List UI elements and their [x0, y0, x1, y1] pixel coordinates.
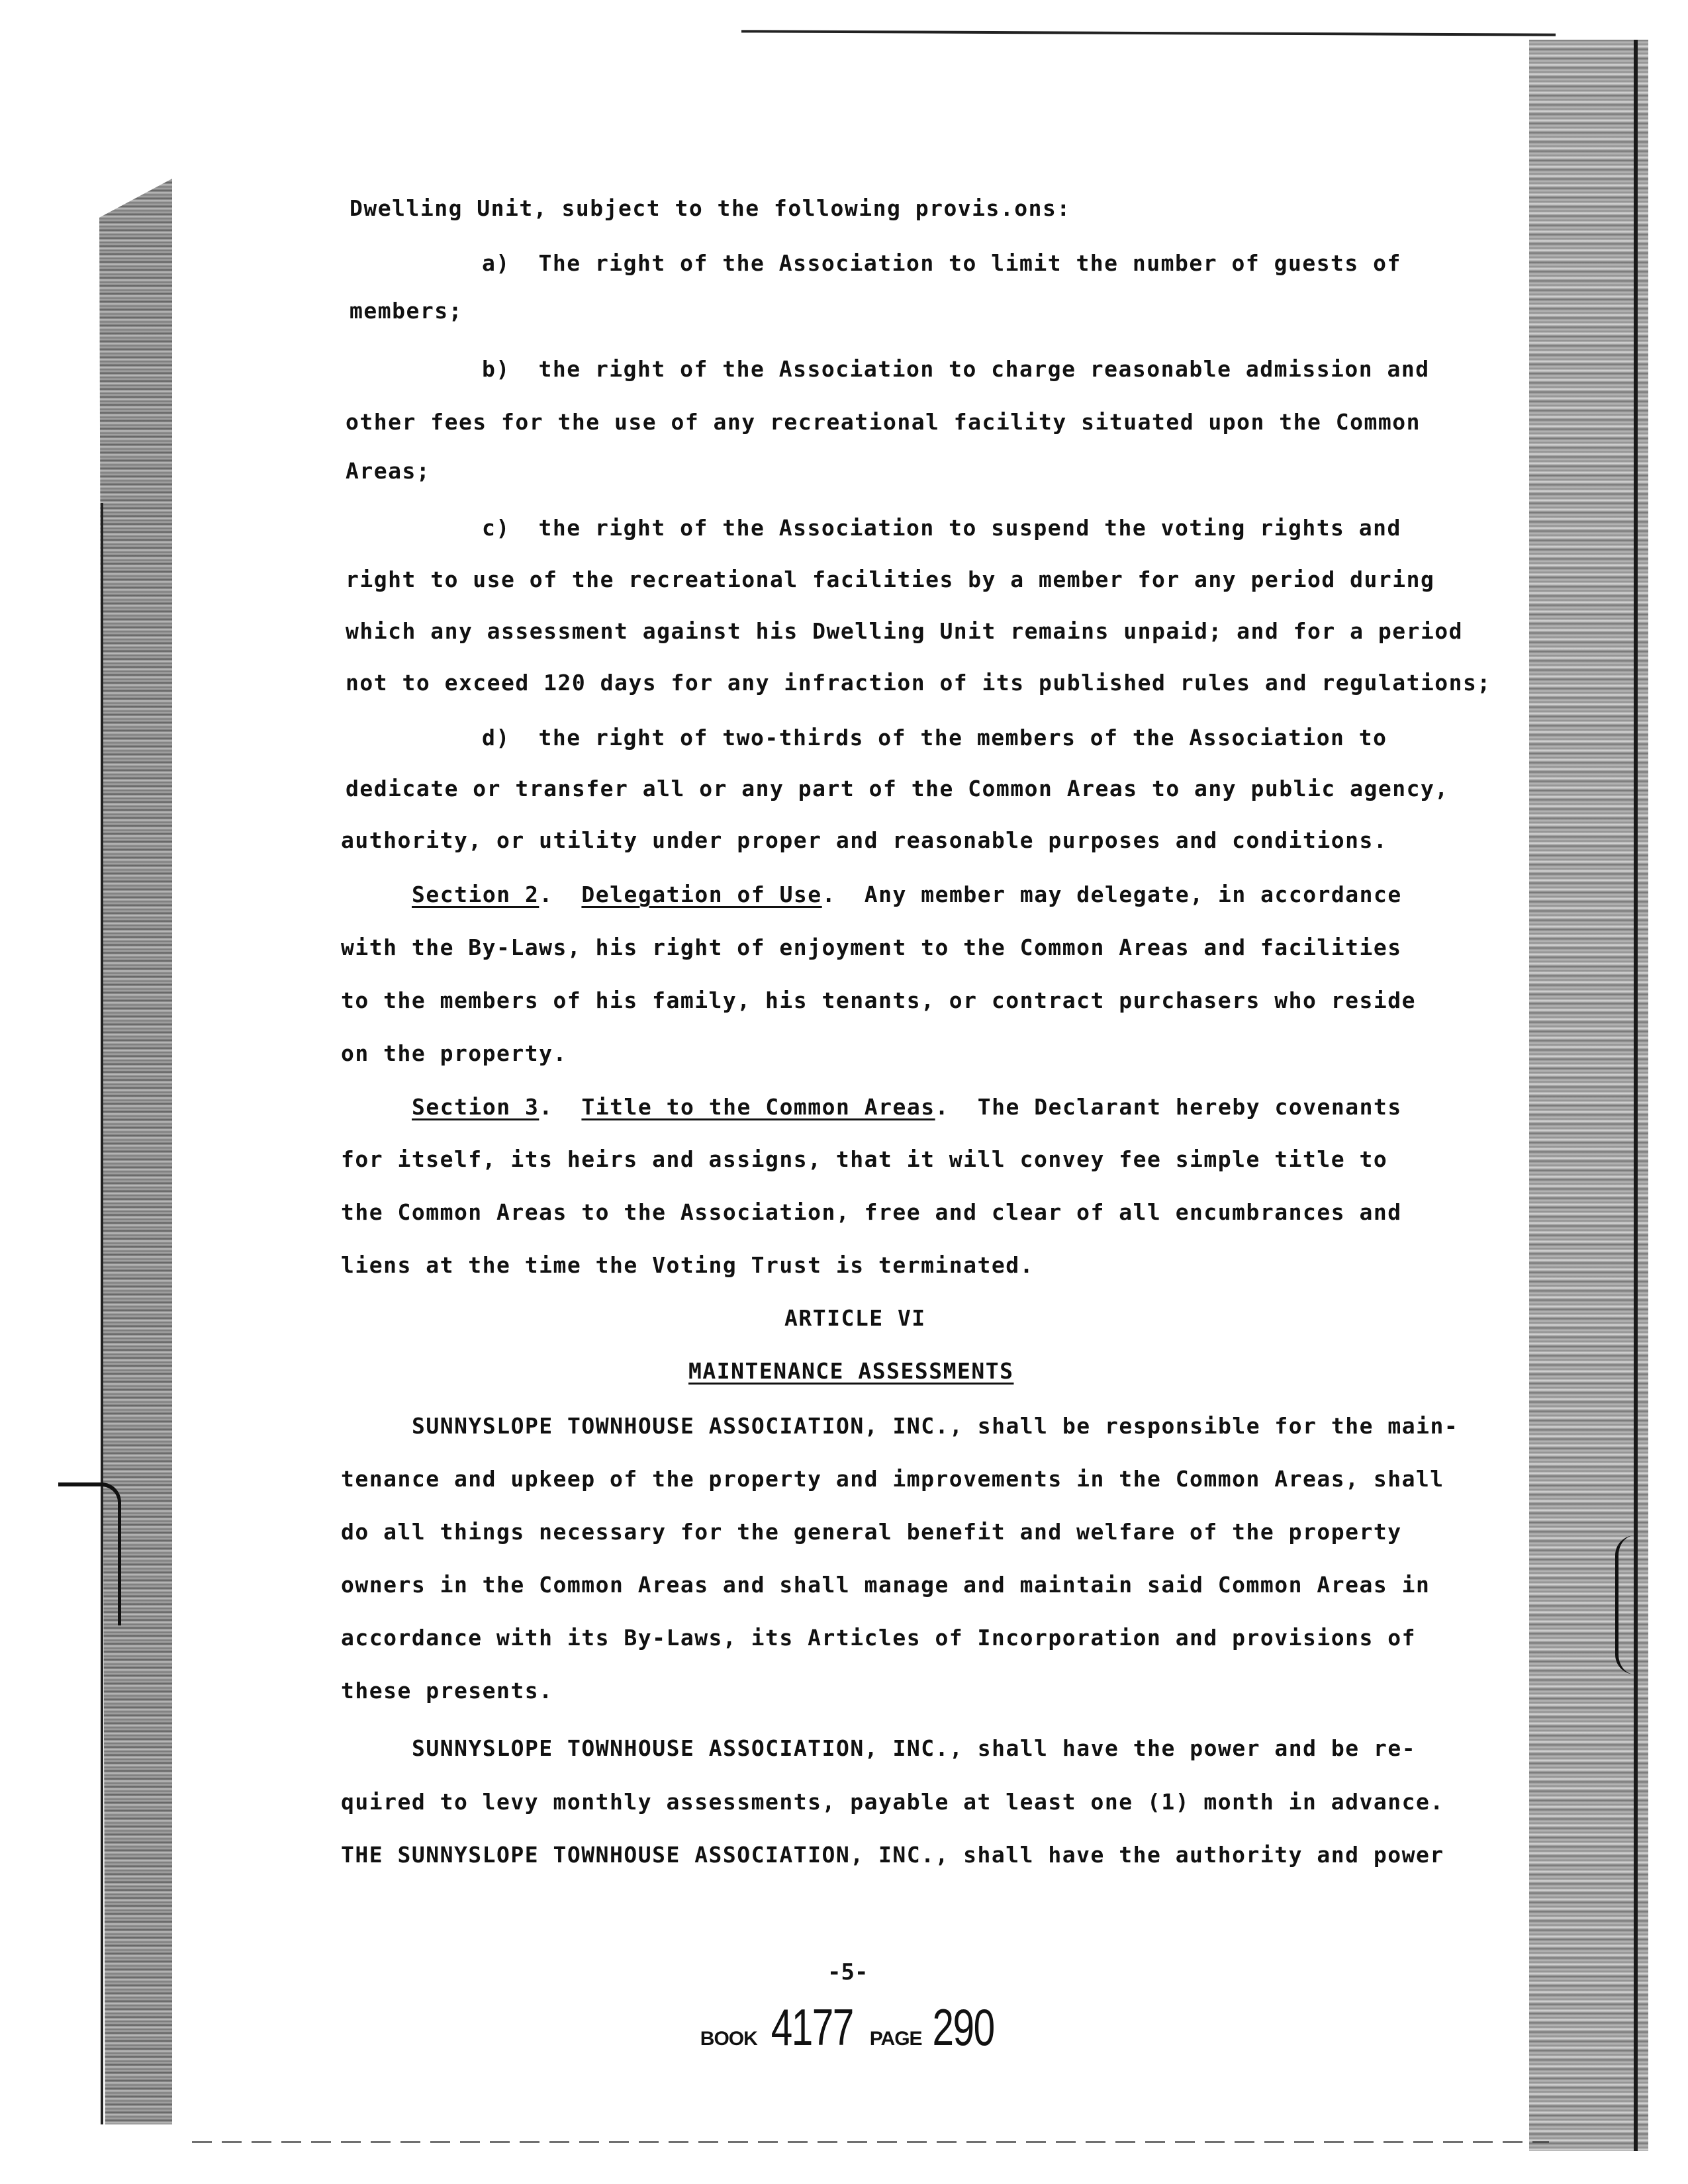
clause-d: d) the right of two-thirds of the members of the Association to: [482, 725, 1387, 751]
body-line: which any assessment against his Dwelling Unit remains unpaid; and for a period: [346, 618, 1464, 644]
page-label: PAGE: [869, 2028, 922, 2050]
body-line: with the By-Laws, his right of enjoyment to the Common Areas and facilities: [341, 934, 1402, 960]
article-number: ARTICLE VI: [784, 1305, 926, 1331]
body-line: SUNNYSLOPE TOWNHOUSE ASSOCIATION, INC., shall have the power and be re-: [412, 1735, 1417, 1761]
body-line: quired to levy monthly assessments, payable at least one (1) month in advance.: [341, 1789, 1444, 1815]
book-page-number: 290: [932, 1998, 994, 2056]
body-line: owners in the Common Areas and shall manage and maintain said Common Areas in: [341, 1572, 1430, 1598]
body-line: not to exceed 120 days for any infraction of its published rules and regulations;: [346, 670, 1491, 696]
body-line: THE SUNNYSLOPE TOWNHOUSE ASSOCIATION, INC., shall have the authority and power: [341, 1842, 1444, 1868]
book-page-stamp: [688, 1985, 1004, 2056]
book-number: 4177: [771, 1998, 853, 2056]
body-line: to the members of his family, his tenants, or contract purchasers who reside: [341, 987, 1416, 1013]
body-line: for itself, its heirs and assigns, that it will convey fee simple title to: [341, 1146, 1388, 1172]
body-line: on the property.: [341, 1040, 567, 1066]
body-line: do all things necessary for the general benefit and welfare of the property: [341, 1519, 1402, 1545]
section-3-title: Title to the Common Areas: [581, 1094, 935, 1120]
body-line: these presents.: [341, 1678, 553, 1704]
body-line: The Declarant hereby covenants: [977, 1094, 1402, 1120]
body-line: members;: [350, 298, 463, 324]
section-2-paragraph: Section 2. Delegation of Use. Any member may delegate, in accordance: [412, 882, 1402, 907]
body-line: Any member may delegate, in accordance: [864, 882, 1402, 907]
clause-c: c) the right of the Association to suspend the voting rights and: [482, 515, 1401, 541]
section-3-heading: Section 3: [412, 1094, 539, 1120]
body-line: SUNNYSLOPE TOWNHOUSE ASSOCIATION, INC., shall be responsible for the main-: [412, 1413, 1459, 1439]
body-line: authority, or utility under proper and reasonable purposes and conditions.: [341, 827, 1388, 853]
book-label: BOOK: [700, 2028, 757, 2050]
body-line: Dwelling Unit, subject to the following provis.ons:: [350, 195, 1071, 221]
body-line: other fees for the use of any recreational facility situated upon the Common: [346, 409, 1421, 435]
clause-b: b) the right of the Association to charge reasonable admission and: [482, 356, 1430, 382]
section-2-title: Delegation of Use: [581, 882, 822, 907]
body-line: tenance and upkeep of the property and improvements in the Common Areas, shall: [341, 1466, 1444, 1492]
article-title: MAINTENANCE ASSESSMENTS: [688, 1358, 1014, 1384]
body-line: right to use of the recreational facilities by a member for any period during: [346, 567, 1435, 592]
section-3-paragraph: Section 3. Title to the Common Areas. The Declarant hereby covenants: [412, 1094, 1402, 1120]
body-line: dedicate or transfer all or any part of the Common Areas to any public agency,: [346, 776, 1449, 801]
page-number: -5-: [827, 1959, 868, 1985]
body-line: Areas;: [346, 458, 431, 484]
section-2-heading: Section 2: [412, 882, 539, 907]
body-line: liens at the time the Voting Trust is terminated.: [341, 1252, 1035, 1278]
body-line: accordance with its By-Laws, its Articles of Incorporation and provisions of: [341, 1625, 1416, 1651]
body-line: the Common Areas to the Association, free and clear of all encumbrances and: [341, 1199, 1402, 1225]
clause-a: a) The right of the Association to limit the number of guests of: [482, 250, 1401, 276]
